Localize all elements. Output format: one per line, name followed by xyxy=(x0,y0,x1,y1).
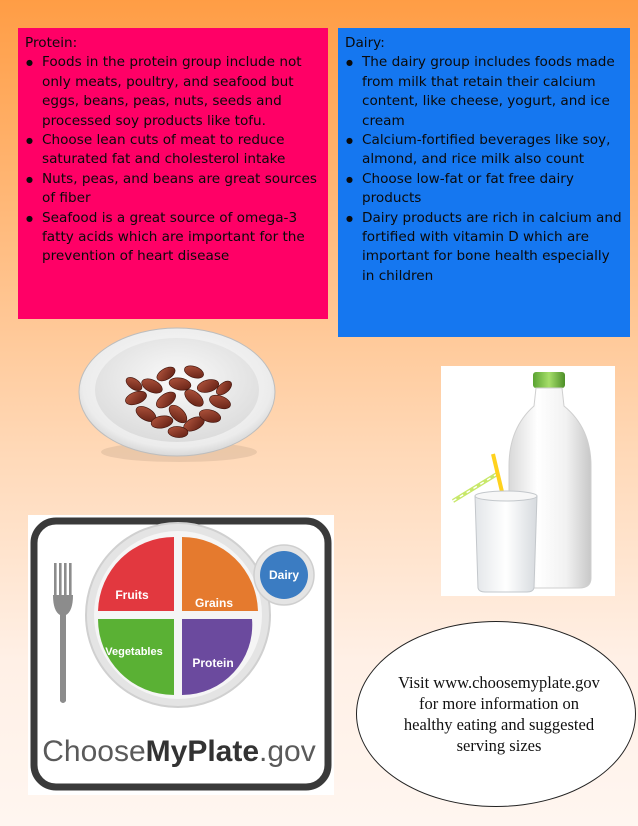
choosemyplate-logo xyxy=(28,515,334,795)
protein-list-item: ● Seafood is a great source of omega-3 fatty acids which are important for the prevention of heart disease xyxy=(25,209,322,267)
plate-label-protein: Protein xyxy=(192,656,234,670)
dairy-list-item: ● Dairy products are rich in calcium and fortified with vitamin D which are important for bone health especially in children xyxy=(345,209,624,287)
beans-bowl-image xyxy=(74,326,280,466)
bottle-cap xyxy=(533,372,565,388)
protein-list-item: ● Foods in the protein group include not only meats, poultry, and seafood but eggs, beans, peas, nuts, seeds and processed soy products like tofu. xyxy=(25,53,322,131)
dairy-cup-label: Dairy xyxy=(268,568,300,582)
protein-info-box xyxy=(18,28,328,319)
myplate-wordmark: ChooseMyPlate.gov xyxy=(42,735,316,768)
glass-rim xyxy=(475,491,537,501)
glass-body xyxy=(475,496,537,592)
plate-label-fruits: Fruits xyxy=(115,588,149,602)
protein-list-item: ● Nuts, peas, and beans are great sources of fiber xyxy=(25,170,322,209)
dairy-list xyxy=(345,53,624,286)
dairy-list-item: ● The dairy group includes foods made from milk that retain their calcium content, like cheese, yogurt, and ice cream xyxy=(345,53,624,131)
info-text: Visit www.choosemyplate.gov for more information on healthy eating and suggested serving sizes xyxy=(398,673,600,755)
dairy-list-item: ● Choose low-fat or fat free dairy products xyxy=(345,170,624,209)
info-oval xyxy=(356,621,636,807)
milk-bottle-glass-image xyxy=(441,366,615,596)
protein-list-item: ● Choose lean cuts of meat to reduce saturated fat and cholesterol intake xyxy=(25,131,322,170)
protein-list xyxy=(25,53,322,266)
plate-label-grains: Grains xyxy=(194,596,234,610)
dairy-title: Dairy: xyxy=(345,35,385,51)
plate-label-vegetables: Vegetables xyxy=(105,646,163,658)
dairy-list-item: ● Calcium-fortified beverages like soy, almond, and rice milk also count xyxy=(345,131,624,170)
dairy-info-box xyxy=(338,28,630,337)
protein-title: Protein: xyxy=(25,35,78,51)
